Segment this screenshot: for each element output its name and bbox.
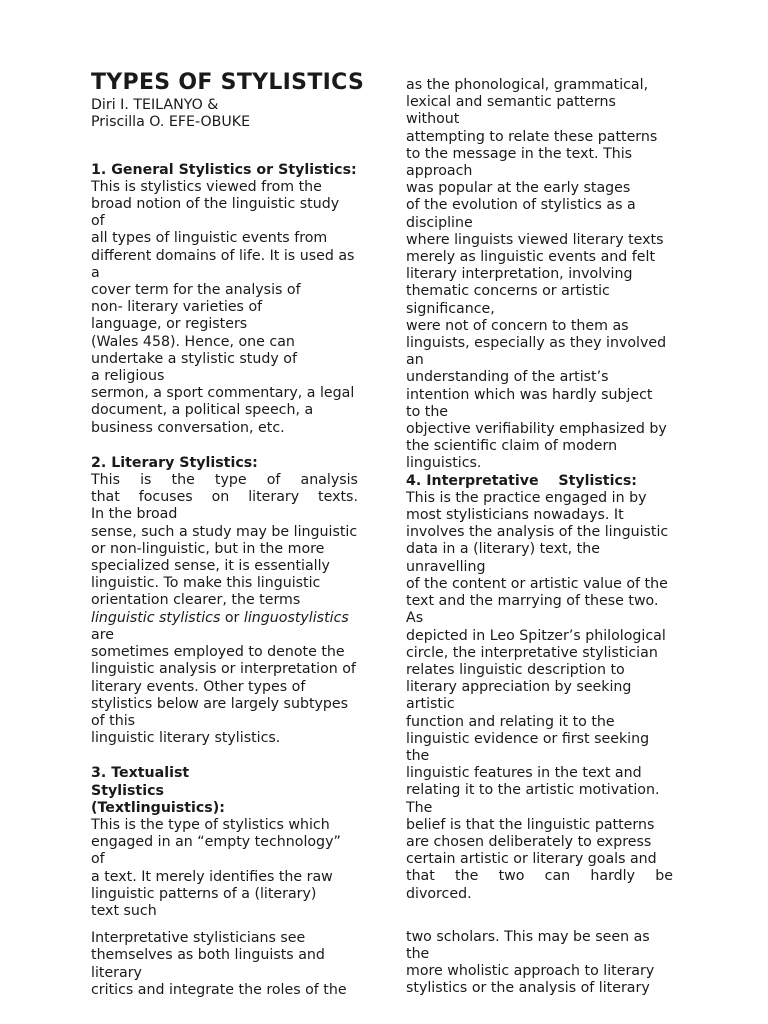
italic-terms-line xyxy=(91,610,371,627)
connector-word: or xyxy=(220,609,244,626)
text-line: cover term for the analysis of xyxy=(91,282,301,299)
text-line: critics and integrate the roles of the xyxy=(91,981,347,998)
text-line: different domains of life. It is used as xyxy=(91,247,355,264)
word: the xyxy=(171,472,195,489)
text-line: undertake a stylistic study of xyxy=(91,350,297,367)
text-line: the xyxy=(406,945,430,962)
text-line: specialized sense, it is essentially xyxy=(91,558,330,575)
text-line: linguistic literary stylistics. xyxy=(91,730,281,747)
text-line: stylistics below are largely subtypes xyxy=(91,695,349,712)
section-textualist-stylistics xyxy=(91,765,371,920)
text-line: themselves as both linguists and xyxy=(91,947,325,964)
text-line: relating it to the artistic motivation. xyxy=(406,782,660,799)
text-line: (Wales 458). Hence, one can xyxy=(91,333,295,350)
text-line: linguistics. xyxy=(406,455,482,472)
section-general-stylistics xyxy=(91,162,371,437)
text-line: relates linguistic description to xyxy=(406,661,625,678)
section-interpretative-stylistics xyxy=(406,473,678,903)
left-column xyxy=(91,70,371,999)
spacer xyxy=(406,903,678,929)
text-line: This is the practice engaged in by xyxy=(406,489,647,506)
document-title: TYPES OF STYLISTICS xyxy=(91,70,365,95)
word: texts. xyxy=(318,489,358,506)
text-line: thematic concerns or artistic xyxy=(406,283,610,300)
word: that xyxy=(406,868,435,885)
word: is xyxy=(140,472,152,489)
text-line: artistic xyxy=(406,696,455,713)
section-body xyxy=(91,627,371,747)
text-line: more wholistic approach to literary xyxy=(406,963,655,980)
text-line: This is the type of stylistics which xyxy=(91,816,330,833)
text-line: As xyxy=(406,610,424,627)
text-line: objective verifiability emphasized by xyxy=(406,421,667,438)
text-line: understanding of the artist’s xyxy=(406,369,609,386)
text-line: intention which was hardly subject xyxy=(406,386,653,403)
text-line: lexical and semantic patterns xyxy=(406,94,616,111)
text-line: document, a political speech, a xyxy=(91,402,314,419)
word: on xyxy=(211,489,230,506)
text-line: This is stylistics viewed from the xyxy=(91,178,322,195)
text-line: of the content or artistic value of the xyxy=(406,575,668,592)
text-line: without xyxy=(406,111,460,128)
text-line: text such xyxy=(91,902,157,919)
word: hardly xyxy=(590,868,636,885)
text-line: literary appreciation by seeking xyxy=(406,679,632,696)
section-heading: 1. General Stylistics or Stylistics: xyxy=(91,161,357,178)
left-bottom-paragraph xyxy=(91,930,371,999)
italic-term: linguostylistics xyxy=(243,609,349,626)
section-heading: 2. Literary Stylistics: xyxy=(91,454,258,471)
text-line: certain artistic or literary goals and xyxy=(406,851,657,868)
text-line: to the xyxy=(406,403,449,420)
word: type xyxy=(214,472,247,489)
text-line: involves the analysis of the linguistic xyxy=(406,524,669,541)
word: of xyxy=(266,472,281,489)
text-line: linguistic analysis or interpretation of xyxy=(91,661,356,678)
justified-line xyxy=(91,472,358,489)
text-line: to the message in the text. This xyxy=(406,145,633,162)
section-heading: 4. Interpretative Stylistics: xyxy=(406,472,637,489)
text-line: In the broad xyxy=(91,506,178,523)
spacer xyxy=(91,132,371,162)
text-line: a xyxy=(91,264,100,281)
word: can xyxy=(544,868,571,885)
text-line: belief is that the linguistic patterns xyxy=(406,816,655,833)
text-line: unravelling xyxy=(406,558,486,575)
word: the xyxy=(455,868,479,885)
text-line: engaged in an “empty technology” xyxy=(91,834,341,851)
text-line: of xyxy=(91,213,105,230)
text-line: stylistics or the analysis of literary xyxy=(406,980,650,997)
text-line: merely as linguistic events and felt xyxy=(406,249,656,266)
section-heading-line: 3. Textualist xyxy=(91,765,190,782)
text-line: are xyxy=(91,626,114,643)
text-line: non- literary varieties of xyxy=(91,299,263,316)
text-line: function and relating it to the xyxy=(406,713,615,730)
text-line: divorced. xyxy=(406,885,472,902)
text-line: literary events. Other types of xyxy=(91,678,306,695)
text-line: a religious xyxy=(91,368,165,385)
text-line: The xyxy=(406,799,433,816)
right-bottom-paragraph xyxy=(406,929,678,998)
text-line: linguistic patterns of a (literary) xyxy=(91,885,317,902)
text-line: the xyxy=(406,747,430,764)
text-line: or non-linguistic, but in the more xyxy=(91,540,325,557)
text-line: of this xyxy=(91,712,136,729)
text-line: the scientific claim of modern xyxy=(406,438,618,455)
text-line: two scholars. This may be seen as xyxy=(406,928,650,945)
justified-lines xyxy=(91,472,371,506)
text-line: circle, the interpretative stylistician xyxy=(406,644,658,661)
text-line: literary interpretation, involving xyxy=(406,266,633,283)
text-line: literary xyxy=(91,964,142,981)
author-line: Diri I. TEILANYO & xyxy=(91,97,219,114)
section-heading xyxy=(91,765,371,817)
justified-line xyxy=(406,868,673,885)
section-literary-stylistics xyxy=(91,455,371,747)
word: literary xyxy=(248,489,300,506)
text-line: a text. It merely identifies the raw xyxy=(91,868,333,885)
right-column xyxy=(406,77,678,998)
text-line: discipline xyxy=(406,214,473,231)
author-line: Priscilla O. EFE-OBUKE xyxy=(91,114,251,131)
section-heading-line: (Textlinguistics): xyxy=(91,799,225,816)
word: This xyxy=(91,472,120,489)
spacer xyxy=(91,920,371,930)
section-body xyxy=(91,179,371,437)
text-line: linguistic. To make this linguistic xyxy=(91,575,321,592)
spacer xyxy=(91,747,371,765)
text-line: orientation clearer, the terms xyxy=(91,592,301,609)
word: that xyxy=(91,489,120,506)
justified-lines xyxy=(406,868,678,885)
text-line: business conversation, etc. xyxy=(91,419,285,436)
section-heading-line: Stylistics xyxy=(91,782,164,799)
justified-line xyxy=(91,489,358,506)
text-line: linguistic features in the text and xyxy=(406,765,642,782)
text-line: an xyxy=(406,352,424,369)
text-line: all types of linguistic events from xyxy=(91,230,328,247)
text-line: of the evolution of stylistics as a xyxy=(406,197,636,214)
text-line: where linguists viewed literary texts xyxy=(406,231,664,248)
text-line: broad notion of the linguistic study xyxy=(91,196,340,213)
text-line: text and the marrying of these two. xyxy=(406,593,659,610)
spacer xyxy=(91,437,371,455)
text-line: were not of concern to them as xyxy=(406,317,629,334)
text-line: are chosen deliberately to express xyxy=(406,833,652,850)
section-body xyxy=(91,506,371,609)
word: focuses xyxy=(138,489,193,506)
text-line: significance, xyxy=(406,300,495,317)
text-line: sense, such a study may be linguistic xyxy=(91,523,358,540)
text-line: Interpretative stylisticians see xyxy=(91,930,306,947)
right-top-paragraph xyxy=(406,77,678,473)
text-line: linguistic evidence or first seeking xyxy=(406,730,650,747)
text-line: approach xyxy=(406,163,473,180)
text-line: most stylisticians nowadays. It xyxy=(406,507,624,524)
text-line: was popular at the early stages xyxy=(406,180,631,197)
text-line: depicted in Leo Spitzer’s philological xyxy=(406,627,666,644)
section-body xyxy=(406,490,678,868)
text-line: data in a (literary) text, the xyxy=(406,541,600,558)
text-line: sometimes employed to denote the xyxy=(91,644,345,661)
text-line: linguists, especially as they involved xyxy=(406,335,667,352)
text-line: as the phonological, grammatical, xyxy=(406,77,649,93)
text-line: language, or registers xyxy=(91,316,248,333)
italic-term: linguistic stylistics xyxy=(91,609,221,626)
text-line: of xyxy=(91,851,105,868)
word: two xyxy=(498,868,525,885)
word: be xyxy=(655,868,673,885)
text-line: attempting to relate these patterns xyxy=(406,128,658,145)
section-body xyxy=(91,817,371,920)
text-line: sermon, a sport commentary, a legal xyxy=(91,385,355,402)
word: analysis xyxy=(300,472,358,489)
